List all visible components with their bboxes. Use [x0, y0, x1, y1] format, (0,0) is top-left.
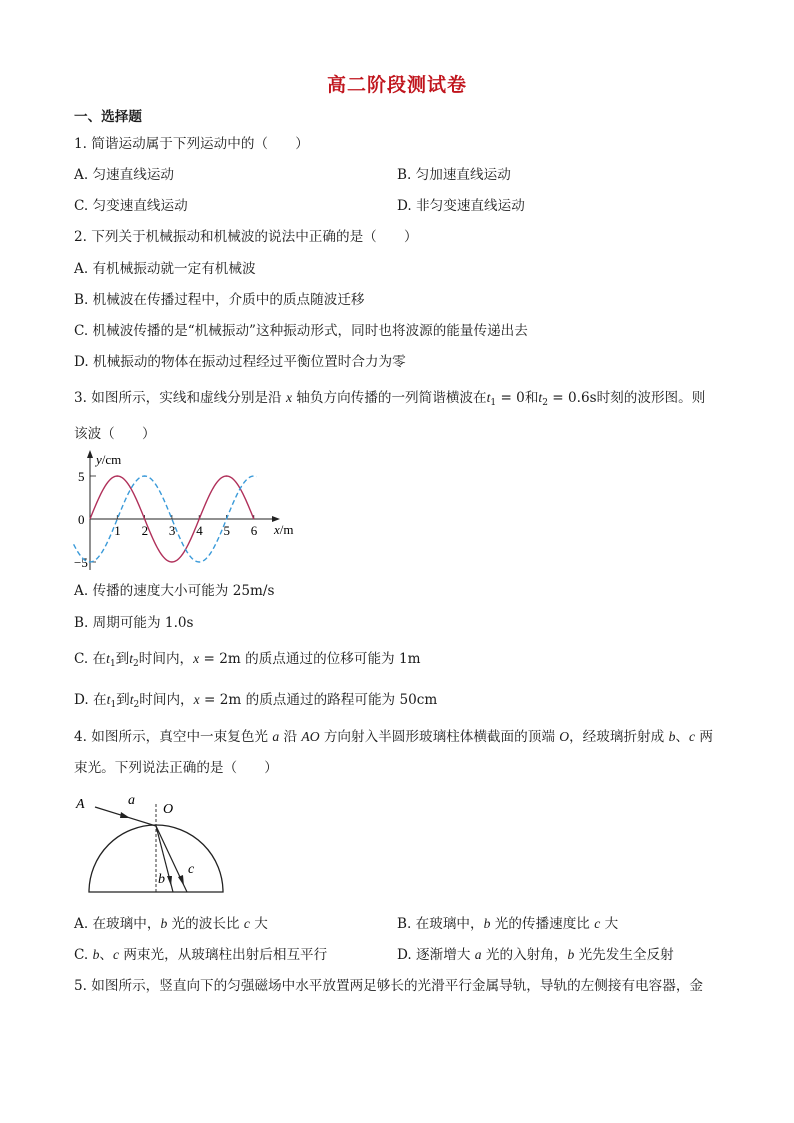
q4-stem-line2: 束光。下列说法正确的是（ ） [74, 760, 278, 776]
page-title: 高二阶段测试卷 [326, 74, 467, 96]
q2-option-b: B. 机械波在传播过程中，介质中的质点随波迁移 [74, 292, 365, 308]
label-a: a [128, 793, 135, 808]
label-b: b [158, 872, 165, 887]
x-tick-label: 5 [223, 523, 230, 538]
q4-option-a: A. 在玻璃中，b 光的波长比 c 大 [74, 916, 268, 932]
q3-stem-line2: 该波（ ） [74, 426, 156, 442]
q1-option-a: A. 匀速直线运动 [74, 167, 175, 183]
x-tick-label: 3 [168, 523, 176, 538]
q3-option-b: B. 周期可能为 1.0s [74, 615, 194, 631]
label-O: O [163, 802, 174, 817]
q3-option-c: C. 在$t_1$到$t_2$时间内，x = 2m 的质点通过的位移可能为 1m [74, 651, 421, 669]
x-tick-label: 4 [196, 523, 203, 538]
q3-stem: 3. 如图所示，实线和虚线分别是沿 x 轴负方向传播的一列简谐横波在$t_1 = 0$和$t_2 = 0.6s$时刻的波形图。则 [74, 390, 706, 408]
q3-option-a: A. 传播的速度大小可能为 25m/s [74, 583, 275, 599]
q2-option-a: A. 有机械振动就一定有机械波 [74, 261, 256, 277]
y-unit: /cm [101, 452, 122, 467]
q3-option-d: D. 在$t_1$到$t_2$时间内，x = 2m 的质点通过的路程可能为 50cm [74, 692, 438, 710]
q2-option-d: D. 机械振动的物体在振动过程经过平衡位置时合力为零 [74, 354, 406, 370]
y-tick-neg5: −5 [74, 555, 88, 570]
y-axis-arrow [87, 450, 93, 458]
x-tick-label: 6 [250, 523, 258, 538]
label-c: c [188, 862, 195, 877]
x-axis-label: x/m [274, 522, 294, 537]
y-axis-label: y/cm [96, 452, 122, 467]
x-tick-label: 1 [114, 523, 121, 538]
y-tick-5: 5 [78, 469, 85, 484]
q4-option-c: C. b、c 两束光，从玻璃柱出射后相互平行 [74, 947, 328, 963]
q2-stem: 2. 下列关于机械振动和机械波的说法中正确的是（ ） [74, 229, 418, 245]
wave-graph [70, 448, 310, 576]
label-A: A [76, 797, 85, 812]
q1-stem: 1. 简谐运动属于下列运动中的（ ） [74, 136, 309, 152]
incident-arrow [120, 812, 130, 818]
y-tick-0: 0 [78, 512, 85, 527]
x-tick-labels [114, 515, 257, 538]
q4-stem: 4. 如图所示，真空中一束复色光 a 沿 AO 方向射入半圆形玻璃柱体横截面的顶端 O，经玻璃折射成 b、c 两 [74, 729, 713, 745]
ray-c-arrow [178, 875, 184, 886]
x-tick-label: 2 [141, 523, 149, 538]
q1-option-c: C. 匀变速直线运动 [74, 198, 188, 214]
q1-option-d: D. 非匀变速直线运动 [397, 198, 525, 214]
q2-option-c: C. 机械波传播的是“机械振动”这种振动形式，同时也将波源的能量传递出去 [74, 323, 528, 339]
q4-option-d: D. 逐渐增大 a 光的入射角，b 光先发生全反射 [397, 947, 674, 963]
section-heading: 一、选择题 [74, 109, 142, 125]
q5-stem: 5. 如图所示，竖直向下的匀强磁场中水平放置两足够长的光滑平行金属导轨，导轨的左侧接有电容器，金 [74, 978, 704, 994]
q1-option-b: B. 匀加速直线运动 [397, 167, 511, 183]
semicircle-glass-diagram [70, 790, 240, 898]
q4-option-b: B. 在玻璃中，b 光的传播速度比 c 大 [397, 916, 619, 932]
